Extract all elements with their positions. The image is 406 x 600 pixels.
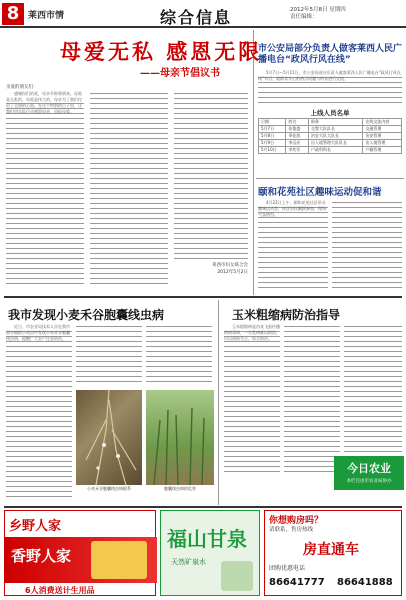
article3-title: 颐和花苑社区趣味运动促和谐: [258, 187, 382, 198]
ad-fushan-water[interactable]: [160, 510, 260, 596]
article2-table: [258, 118, 402, 154]
table-header: 日期: [259, 119, 286, 126]
section-title: 综合信息: [160, 8, 233, 27]
ad3-sub: 天然矿泉水: [171, 558, 206, 566]
article4-body: 近日，市农业局技术人员在我市部分镇街小麦田中发现小麦禾谷胞囊线虫病，提醒广大农户注意防治。: [6, 324, 70, 341]
article1-col2: [90, 91, 168, 287]
table-cell: 治安大队大队长: [308, 133, 362, 140]
ad2-title: 香野人家: [11, 547, 72, 565]
table-cell: 5月7日: [259, 126, 286, 133]
field-photo-image: [146, 390, 214, 485]
table-cell: 5月9日: [259, 140, 286, 147]
article4-col1: [6, 324, 72, 500]
ad2-promo: 6人消费送计生用品: [25, 586, 95, 595]
ad4-sub: 请联系，售房热线: [269, 527, 314, 533]
ad4-phone1: 86641777: [269, 577, 325, 588]
table-cell: 交通管理: [363, 126, 402, 133]
article5-col1: [224, 324, 280, 474]
paper-name: 莱西市情: [28, 11, 65, 21]
article5-col3: [344, 324, 402, 454]
table-cell: 户政科科长: [308, 147, 362, 154]
bottle-image: [221, 561, 253, 591]
header-date: [290, 7, 346, 21]
divider: [256, 178, 404, 179]
table-header: 在线交流内容: [363, 119, 402, 126]
article2-title: 市公安局部分负责人做客莱西人民广播电台“政风行风在线”: [258, 44, 403, 65]
field-photo: [146, 390, 214, 485]
photo-caption-2: 胞囊线虫病的危害: [164, 486, 196, 491]
banner-subtitle: 本栏目由市农业局协办: [346, 479, 392, 484]
article4-col2: [76, 324, 142, 384]
article1-author: 莱西市妇女联合会: [212, 263, 248, 268]
table-cell: 李兆军: [286, 147, 309, 154]
column-divider: [218, 300, 219, 505]
article1-salutation: 亲爱的朋友们：: [6, 85, 38, 90]
table-cell: 李远庆: [286, 140, 309, 147]
ad4-brand: 你想购房吗？: [269, 516, 324, 526]
ad4-label: 团购优惠电话: [269, 565, 306, 572]
article1-subtitle: ——母亲节倡议书: [140, 68, 220, 79]
article3-body: 4月22日上午，颐和花苑社区举办趣味运动会，社区居民踊跃参加，现场气氛热烈。: [258, 200, 326, 217]
table-row: [259, 147, 402, 154]
table-header-row: [259, 119, 402, 126]
article4-title: 我市发现小麦禾谷胞囊线虫病: [8, 308, 165, 322]
banner-title: 今日农业: [347, 462, 391, 475]
table-row: [259, 126, 402, 133]
article2-body: 5月7日—5月11日，市公安局部分负责人做客莱西人民广播电台“政风行风在线”节目，就群众关心的热点问题与听众进行交流。: [258, 70, 401, 81]
table-cell: 户籍管理: [363, 147, 402, 154]
root-photo: [76, 390, 142, 485]
article1-title: 母爱无私 感恩无限: [60, 40, 263, 64]
table-cell: 5月10日: [259, 147, 286, 154]
ad-xiangye[interactable]: [4, 510, 156, 596]
table-cell: 出入境管理: [363, 140, 402, 147]
ad4-name: 房直通车: [303, 542, 359, 558]
table-cell: 5月8日: [259, 133, 286, 140]
table-cell: 季佳凯: [286, 133, 309, 140]
ads-divider: [4, 506, 402, 508]
article1-col3: [174, 91, 248, 259]
article1-date: 2012年5月2日: [217, 270, 248, 275]
root-photo-image: [76, 390, 142, 485]
table-header: 姓名: [286, 119, 309, 126]
agriculture-banner: [334, 456, 404, 490]
table-cell: 出入境管理大队队长: [308, 140, 362, 147]
table-row: [259, 140, 402, 147]
article5-title: 玉米粗缩病防治指导: [232, 308, 341, 322]
article1-body: 感谢你们的爱，母亲节即将到来。母爱是无私的，母爱是伟大的，母亲为了我们付出了全部的心血。在这个特别的日子里，让我们用实际行动感恩母亲，回报母爱。: [6, 91, 82, 114]
article5-body: 玉米粗缩病是由灰飞虱传播的病毒病，一旦发病难以防治，应以预防为主，综合防治。: [224, 324, 280, 341]
article2-table-title: 上线人员名单: [310, 109, 350, 117]
table-header: 职务: [308, 119, 362, 126]
ad4-phone2: 86641888: [337, 577, 393, 588]
table-cell: 交警大队队长: [308, 126, 362, 133]
food-image: [91, 541, 147, 579]
date-text: 2012年5月8日 星期四: [290, 7, 346, 13]
table-cell: 张俊盛: [286, 126, 309, 133]
ad-house[interactable]: [264, 510, 402, 596]
column-divider: [253, 30, 254, 295]
article1-col1: [6, 91, 84, 287]
editor-text: 责任编辑：: [290, 14, 318, 20]
ad1-title: 乡野人家: [9, 519, 62, 534]
article5-col2: [284, 324, 340, 474]
section-divider: [4, 296, 402, 298]
article3-col2: [332, 200, 402, 290]
ad3-brand: 福山甘泉: [167, 527, 247, 551]
page-number: 8: [2, 3, 24, 25]
table-row: [259, 133, 402, 140]
article4-col3: [146, 324, 212, 384]
photo-caption-1: 小麦禾谷胞囊线虫病根系: [87, 486, 131, 491]
table-cell: 治安管理: [363, 133, 402, 140]
